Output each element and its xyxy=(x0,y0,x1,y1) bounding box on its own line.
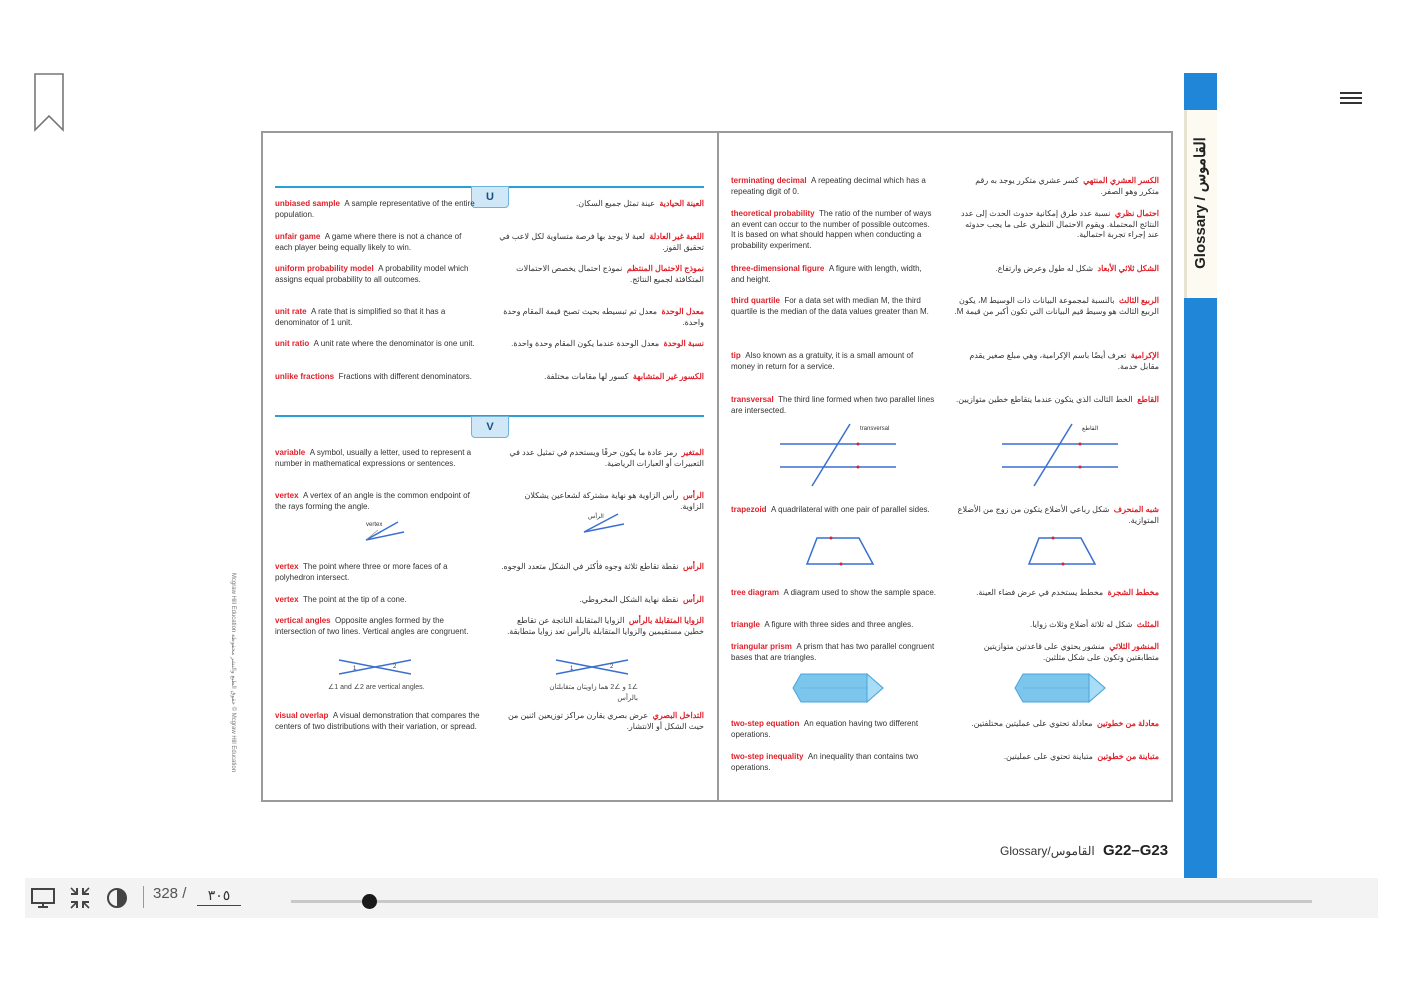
toolbar-divider xyxy=(143,886,144,908)
entry-term: tip xyxy=(731,351,741,360)
page-separator: / xyxy=(182,885,187,902)
copyright-text: Mcgraw Hill Education حقوق الطبع والنشر محفوظة © Mcgraw Hill Education xyxy=(230,572,237,773)
copyright-credit xyxy=(224,570,244,775)
entry-term: unit ratio xyxy=(275,339,310,348)
entry-term: variable xyxy=(275,448,306,457)
glossary-entry-ar xyxy=(499,491,704,512)
entry-definition: A symbol, usually a letter, used to represent a number in mathematical expressions or sentences. xyxy=(275,448,472,468)
transversal-figure-ar xyxy=(1000,420,1120,488)
entry-definition-ar: نقطة نهاية الشكل المخروطي. xyxy=(579,595,679,604)
entry-definition: An equation having two different operations. xyxy=(731,719,919,739)
entry-definition-ar: الزوايا المتقابلة الناتجة عن تقاطع خطين مستقيمين والزوايا المتقابلة بالرأس تعد زوايا متطابقة. xyxy=(507,616,704,636)
glossary-entry xyxy=(731,209,936,251)
section-u-tab: U xyxy=(471,186,509,208)
entry-definition-ar: نموذج احتمال يخصص الاحتمالات المتكافئة لجميع النتائج. xyxy=(516,264,704,284)
glossary-entry-ar xyxy=(499,711,704,732)
glossary-entry xyxy=(275,616,480,637)
glossary-entry-ar xyxy=(954,176,1159,197)
entry-definition-ar: كسر عشري متكرر يوجد به رقم متكرر وهو الصفر. xyxy=(975,176,1159,196)
presentation-icon[interactable] xyxy=(30,886,56,910)
glossary-entry-ar xyxy=(954,296,1159,317)
page-slider-handle[interactable] xyxy=(362,894,377,909)
contrast-icon[interactable] xyxy=(104,886,130,910)
entry-definition: The ratio of the number of ways an event can occur to the number of possible outcomes. It is based on what should happen when conducting a probability experiment. xyxy=(731,209,932,250)
entry-term-ar: المثلث xyxy=(1136,620,1159,629)
entry-term-ar: الرأس xyxy=(682,491,704,500)
entry-term: transversal xyxy=(731,395,774,404)
glossary-entry xyxy=(275,372,480,383)
menu-icon[interactable] xyxy=(1340,92,1362,110)
entry-term: third quartile xyxy=(731,296,780,305)
glossary-entry xyxy=(731,395,936,416)
entry-term: vertex xyxy=(275,491,299,500)
page-slider-track[interactable] xyxy=(291,900,1312,903)
entry-definition-ar: رأس الزاوية هو نهاية مشتركة لشعاعين يشكلان الزاوية. xyxy=(524,491,704,511)
footer-glossary-label: Glossary/القاموس xyxy=(1000,844,1095,858)
entry-definition: The third line formed when two parallel lines are intersected. xyxy=(731,395,935,415)
entry-term-ar: احتمال نظري xyxy=(1114,209,1159,218)
entry-term-ar: القاطع xyxy=(1137,395,1159,404)
entry-term: visual overlap xyxy=(275,711,329,720)
glossary-entry xyxy=(731,351,936,372)
vertical-angles-figure-ar xyxy=(552,656,632,678)
entry-definition: A rate that is simplified so that it has a denominator of 1 unit. xyxy=(275,307,446,327)
entry-definition: The point where three or more faces of a polyhedron intersect. xyxy=(275,562,448,582)
entry-definition: A game where there is not a chance of each player being equally likely to win. xyxy=(275,232,462,252)
glossary-entry-ar xyxy=(954,642,1159,663)
entry-term: vertex xyxy=(275,562,299,571)
entry-definition-ar: مخطط يستخدم في عرض فضاء العينة. xyxy=(976,588,1104,597)
glossary-entry xyxy=(275,595,480,606)
entry-definition: A vertex of an angle is the common endpoint of the rays forming the angle. xyxy=(275,491,470,511)
vertex-angle-figure xyxy=(360,518,410,544)
entry-term-ar: المتغير xyxy=(681,448,704,457)
footer-page-range: G22–G23 xyxy=(1103,842,1169,859)
entry-term-ar: معادلة من خطوتين xyxy=(1096,719,1159,728)
glossary-entry-ar xyxy=(499,448,704,469)
entry-term: vertical angles xyxy=(275,616,331,625)
bookmark-icon[interactable] xyxy=(32,72,66,134)
glossary-side-tab-label xyxy=(1188,118,1212,288)
entry-term-ar: الشكل ثلاثي الأبعاد xyxy=(1097,264,1159,273)
entry-definition-ar: معدل الوحدة عندما يكون المقام وحدة واحدة. xyxy=(511,339,660,348)
entry-definition-ar: شكل رباعي الأضلاع يتكون من زوج من الأضلاع المتوازية. xyxy=(957,505,1159,525)
entry-definition-ar: لعبة لا يوجد بها فرصة متساوية لكل لاعب في تحقيق الفوز. xyxy=(499,232,704,252)
glossary-entry xyxy=(275,339,480,350)
glossary-entry xyxy=(275,491,480,512)
entry-term-ar: الربيع الثالث xyxy=(1119,296,1159,305)
entry-definition-ar: معدل تم تبسيطه بحيث تصبح قيمة المقام وحدة واحدة. xyxy=(503,307,704,327)
transversal-label-ar: القاطع xyxy=(1082,426,1099,432)
page-gutter xyxy=(717,131,719,802)
entry-definition-ar: كسور لها مقامات مختلفة. xyxy=(544,372,629,381)
entry-term: uniform probability model xyxy=(275,264,374,273)
page-number-input[interactable] xyxy=(197,885,241,906)
entry-definition: Fractions with different denominators. xyxy=(338,372,472,381)
vertex-angle-figure-ar xyxy=(580,510,630,536)
glossary-entry-ar xyxy=(499,199,704,210)
svg-text:1: 1 xyxy=(570,666,574,672)
entry-definition-ar: شكل له ثلاثة أضلاع وثلاث زوايا. xyxy=(1030,620,1133,629)
side-tab-text: Glossary / القاموس xyxy=(1192,137,1209,269)
entry-definition: For a data set with median M, the third quartile is the median of the data values greater than M. xyxy=(731,296,929,316)
glossary-entry-ar xyxy=(954,620,1159,631)
entry-term: vertex xyxy=(275,595,299,604)
glossary-entry xyxy=(275,199,480,220)
vertex-label-ar: الرأس xyxy=(588,514,604,520)
glossary-entry-ar xyxy=(954,505,1159,526)
section-v-tab: V xyxy=(471,416,509,438)
glossary-entry xyxy=(275,232,480,253)
glossary-entry xyxy=(275,264,480,285)
glossary-entry-ar xyxy=(499,307,704,328)
entry-definition: A visual demonstration that compares the centers of two distributions with their variation, or spread. xyxy=(275,711,480,731)
entry-term-ar: شبه المنحرف xyxy=(1113,505,1159,514)
entry-term-ar: معدل الوحدة xyxy=(661,307,704,316)
entry-term: triangular prism xyxy=(731,642,792,651)
entry-term: two-step inequality xyxy=(731,752,804,761)
entry-definition-ar: منشور يحتوي على قاعدتين متوازيتين متطابقتين وتكون على شكل مثلثين. xyxy=(983,642,1159,662)
glossary-entry-ar xyxy=(499,372,704,383)
entry-term: theoretical probability xyxy=(731,209,815,218)
triangular-prism-figure-ar xyxy=(1013,670,1107,706)
glossary-entry xyxy=(275,307,480,328)
entry-term-ar: التداخل البصري xyxy=(652,711,704,720)
entry-term: triangle xyxy=(731,620,760,629)
trapezoid-figure xyxy=(803,534,877,566)
trapezoid-figure-ar xyxy=(1025,534,1099,566)
page-count xyxy=(153,885,186,902)
glossary-entry-ar xyxy=(954,588,1159,599)
fullscreen-exit-icon[interactable] xyxy=(67,886,93,910)
glossary-entry-ar xyxy=(954,264,1159,275)
entry-term-ar: متباينة من خطوتين xyxy=(1097,752,1159,761)
entry-term-ar: الرأس xyxy=(682,595,704,604)
entry-definition-ar: بالنسبة لمجموعة البيانات ذات الوسيط M، يكون الربيع الثالث هو وسيط قيم البيانات التي تكون أكبر من قيمة M. xyxy=(954,296,1159,316)
entry-definition: A probability model which assigns equal probability to all outcomes. xyxy=(275,264,469,284)
entry-definition-ar: عينة تمثل جميع السكان. xyxy=(576,199,655,208)
glossary-entry xyxy=(731,296,936,317)
entry-definition-ar: عرض بصري يقارن مراكز توزيعين اثنين من حيث الشكل أو الانتشار. xyxy=(507,711,704,731)
glossary-entry xyxy=(731,176,936,197)
entry-definition-ar: تعرف أيضًا باسم الإكرامية، وهي مبلغ صغير يقدم مقابل خدمة. xyxy=(969,351,1159,371)
vertical-angles-figure xyxy=(335,656,415,678)
entry-term-ar: نسبة الوحدة xyxy=(663,339,704,348)
glossary-entry xyxy=(731,620,936,631)
entry-definition: An inequality than contains two operations. xyxy=(731,752,919,772)
entry-definition-ar: شكل له طول وعرض وارتفاع. xyxy=(995,264,1094,273)
glossary-entry xyxy=(731,642,936,663)
transversal-figure xyxy=(778,420,898,488)
entry-term-ar: الإكرامية xyxy=(1130,351,1159,360)
entry-definition-ar: نسبة عدد طرق إمكانية حدوث الحدث إلى عدد النتائج المحتملة. ويقوم الاحتمال النظري على ما يجب حدوثه عند إجراء تجربة احتمالية. xyxy=(960,209,1159,239)
glossary-entry xyxy=(275,562,480,583)
entry-definition-ar: رمز عادة ما يكون حرفًا ويستخدم في تمثيل عدد في التعبيرات أو العبارات الرياضية. xyxy=(509,448,704,468)
entry-definition-ar: الخط الثالث الذي يتكون عندما يتقاطع خطين متوازيين. xyxy=(956,395,1133,404)
vertical-angles-caption-ar: ∠1 و ∠2 هما زاويتان متقابلتان بالرأس xyxy=(549,684,638,702)
entry-term: two-step equation xyxy=(731,719,800,728)
entry-term-ar: مخطط الشجرة xyxy=(1107,588,1159,597)
vertical-angles-caption: ∠1 and ∠2 are vertical angles. xyxy=(328,684,425,691)
glossary-entry-ar xyxy=(954,395,1159,406)
glossary-entry-ar xyxy=(499,595,704,606)
entry-term: unfair game xyxy=(275,232,321,241)
glossary-entry xyxy=(731,719,936,740)
entry-definition: A quadrilateral with one pair of parallel sides. xyxy=(771,505,930,514)
entry-definition: A prism that has two parallel congruent bases that are triangles. xyxy=(731,642,935,662)
entry-definition: A sample representative of the entire population. xyxy=(275,199,475,219)
glossary-entry-ar xyxy=(499,616,704,637)
glossary-entry-ar xyxy=(499,562,704,573)
entry-definition: A unit rate where the denominator is one unit. xyxy=(313,339,475,348)
glossary-entry xyxy=(275,711,480,732)
vertex-label: vertex xyxy=(366,522,383,528)
page-count-value: 328 xyxy=(153,885,179,902)
glossary-entry-ar xyxy=(954,351,1159,372)
entry-term: three-dimensional figure xyxy=(731,264,825,273)
glossary-entry xyxy=(731,505,936,516)
entry-definition: A diagram used to show the sample space. xyxy=(783,588,937,597)
svg-text:2: 2 xyxy=(393,664,397,670)
glossary-entry xyxy=(731,752,936,773)
entry-term: unlike fractions xyxy=(275,372,335,381)
glossary-entry-ar xyxy=(954,719,1159,730)
entry-term: terminating decimal xyxy=(731,176,807,185)
entry-term-ar: العينة الحيادية xyxy=(659,199,704,208)
glossary-entry xyxy=(731,588,936,599)
glossary-entry xyxy=(275,448,480,469)
entry-term-ar: الرأس xyxy=(682,562,704,571)
entry-term-ar: الكسور غير المتشابهة xyxy=(632,372,704,381)
glossary-entry-ar xyxy=(954,209,1159,241)
entry-definition: The point at the tip of a cone. xyxy=(303,595,407,604)
entry-term-ar: اللعبة غير العادلة xyxy=(649,232,704,241)
svg-text:2: 2 xyxy=(610,664,614,670)
glossary-entry-ar xyxy=(499,339,704,350)
entry-term: tree diagram xyxy=(731,588,780,597)
glossary-entry-ar xyxy=(499,264,704,285)
entry-term-ar: المنشور الثلاثي xyxy=(1109,642,1159,651)
entry-term: unit rate xyxy=(275,307,307,316)
entry-definition: A figure with three sides and three angles. xyxy=(764,620,914,629)
entry-definition-ar: معادلة تحتوي على عمليتين مختلفتين. xyxy=(971,719,1093,728)
entry-definition: Also known as a gratuity, it is a small amount of money in return for a service. xyxy=(731,351,914,371)
entry-definition: A figure with length, width, and height. xyxy=(731,264,922,284)
entry-term: unbiased sample xyxy=(275,199,340,208)
triangular-prism-figure xyxy=(791,670,885,706)
glossary-entry-ar xyxy=(954,752,1159,763)
entry-term-ar: الكسر العشري المنتهي xyxy=(1083,176,1159,185)
transversal-label: transversal xyxy=(860,426,890,432)
glossary-entry-ar xyxy=(499,232,704,253)
glossary-entry xyxy=(731,264,936,285)
entry-term: trapezoid xyxy=(731,505,767,514)
entry-definition: A repeating decimal which has a repeating digit of 0. xyxy=(731,176,926,196)
entry-definition: Opposite angles formed by the intersection of two lines. Vertical angles are congruent. xyxy=(275,616,469,636)
entry-term-ar: الزوايا المتقابلة بالرأس xyxy=(628,616,704,625)
entry-term-ar: نموذج الاحتمال المنتظم xyxy=(626,264,704,273)
svg-text:1: 1 xyxy=(353,666,357,672)
entry-definition-ar: متباينة تحتوي على عمليتين. xyxy=(1003,752,1093,761)
entry-definition-ar: نقطة تقاطع ثلاثة وجوه فأكثر في الشكل متعدد الوجوه. xyxy=(501,562,679,571)
